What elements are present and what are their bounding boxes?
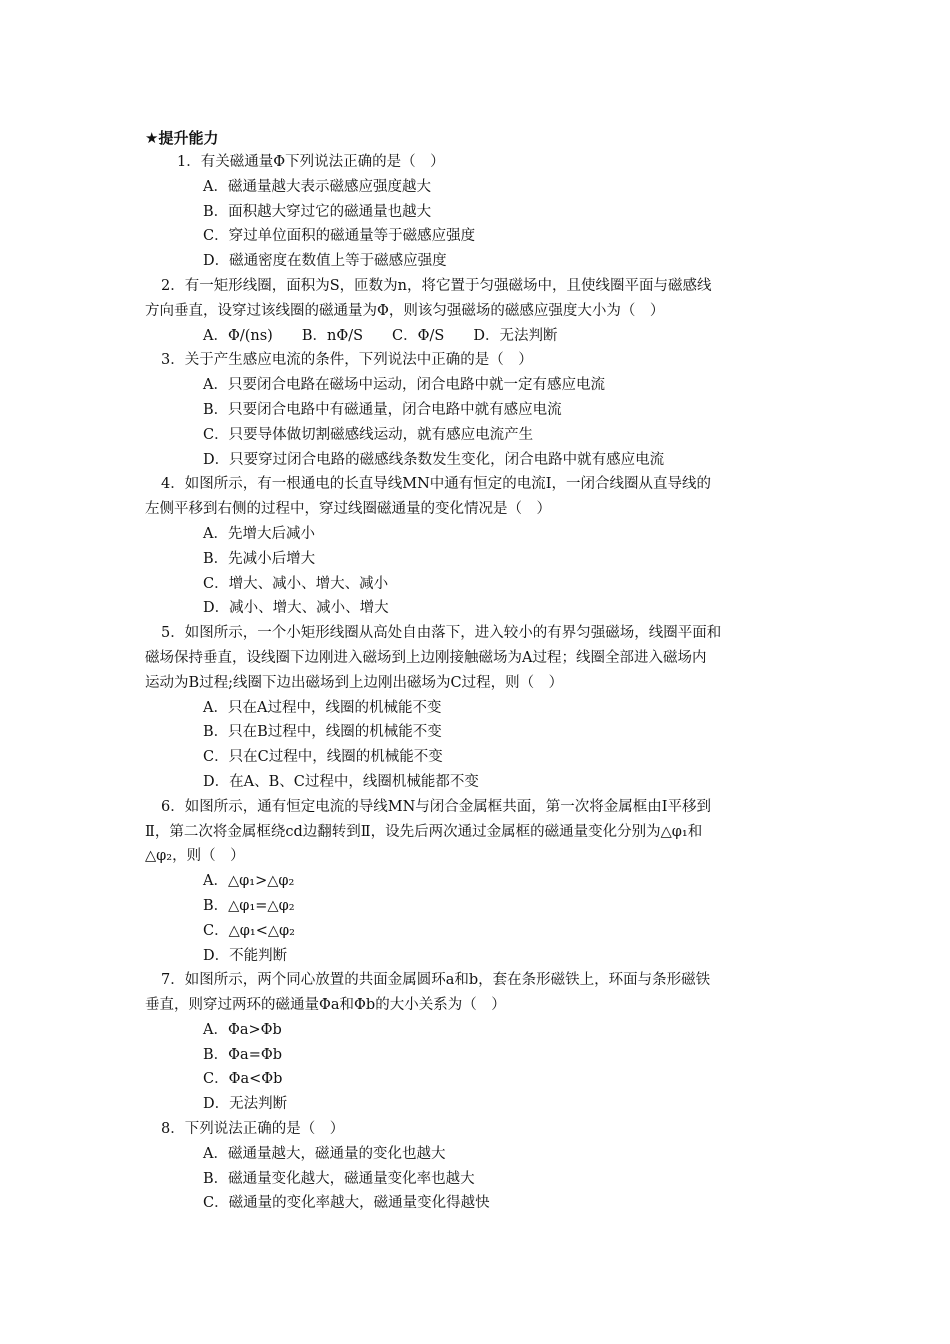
- answer-option: C．△φ₁<△φ₂: [203, 922, 295, 939]
- answer-option: B．△φ₁=△φ₂: [203, 897, 295, 914]
- answer-option: D．减小、增大、减小、增大: [203, 600, 389, 617]
- answer-option: D．只要穿过闭合电路的磁感线条数发生变化，闭合电路中就有感应电流: [203, 451, 665, 468]
- answer-option: D．无法判断: [203, 1096, 288, 1113]
- answer-option: C．穿过单位面积的磁通量等于磁感应强度: [203, 228, 476, 245]
- question-text: 8．下列说法正确的是（ ）: [161, 1121, 345, 1138]
- question-text-continued: Ⅱ，第二次将金属框绕cd边翻转到Ⅱ，设先后两次通过金属框的磁通量变化分别为△φ₁和: [145, 823, 703, 840]
- answer-option: C．增大、减小、增大、减小: [203, 575, 389, 592]
- answer-option: A．Φa>Φb: [203, 1021, 282, 1038]
- question-text: 6．如图所示，通有恒定电流的导线MN与闭合金属框共面，第一次将金属框由Ⅰ平移到: [161, 798, 711, 815]
- answer-option: A．磁通量越大，磁通量的变化也越大: [203, 1145, 446, 1162]
- question-text: 7．如图所示，两个同心放置的共面金属圆环a和b，套在条形磁铁上，环面与条形磁铁: [161, 972, 711, 989]
- answer-option: A．先增大后减小: [203, 525, 315, 542]
- answer-option: B．Φa=Φb: [203, 1046, 283, 1063]
- question-list: [145, 150, 810, 1216]
- document-page: [145, 126, 810, 1216]
- answer-option: B．只在B过程中，线圈的机械能不变: [203, 724, 442, 741]
- answer-option: A．Φ/(ns) B．nΦ/S C．Φ/S D．无法判断: [203, 327, 558, 344]
- answer-option: B．只要闭合电路中有磁通量，闭合电路中就有感应电流: [203, 401, 562, 418]
- answer-option: A．△φ₁>△φ₂: [203, 873, 295, 890]
- answer-option: A．只要闭合电路在磁场中运动，闭合电路中就一定有感应电流: [203, 377, 605, 394]
- question-text: 1．有关磁通量Φ下列说法正确的是（ ）: [177, 154, 445, 170]
- answer-option: D．磁通密度在数值上等于磁感应强度: [203, 253, 447, 270]
- answer-option: A．只在A过程中，线圈的机械能不变: [203, 699, 442, 716]
- answer-option: C．只要导体做切割磁感线运动，就有感应电流产生: [203, 426, 534, 443]
- question-text: 5．如图所示，一个小矩形线圈从高处自由落下，进入较小的有界匀强磁场，线圈平面和: [161, 625, 722, 642]
- answer-option: D．不能判断: [203, 947, 288, 964]
- answer-option: B．先减小后增大: [203, 550, 316, 567]
- answer-option: C．只在C过程中，线圈的机械能不变: [203, 749, 443, 766]
- answer-option: B．面积越大穿过它的磁通量也越大: [203, 203, 432, 220]
- question-text: 3．关于产生感应电流的条件，下列说法中正确的是（ ）: [161, 352, 533, 369]
- question-text-continued: 左侧平移到右侧的过程中，穿过线圈磁通量的变化情况是（ ）: [145, 501, 551, 518]
- question-text-continued: 磁场保持垂直，设线圈下边刚进入磁场到上边刚接触磁场为A过程；线圈全部进入磁场内: [145, 649, 707, 666]
- answer-option: C．磁通量的变化率越大，磁通量变化得越快: [203, 1195, 490, 1212]
- question-text: 4．如图所示，有一根通电的长直导线MN中通有恒定的电流I，一闭合线圈从直导线的: [161, 476, 711, 493]
- question-text-continued: 运动为B过程;线圈下边出磁场到上边刚出磁场为C过程，则（ ）: [145, 674, 564, 691]
- question-text-continued: 方向垂直，设穿过该线圈的磁通量为Φ，则该匀强磁场的磁感应强度大小为（ ）: [145, 302, 665, 319]
- question-text-continued: 垂直，则穿过两环的磁通量Φa和Φb的大小关系为（ ）: [145, 997, 506, 1014]
- answer-option: B．磁通量变化越大，磁通量变化率也越大: [203, 1170, 475, 1187]
- section-title: ★提升能力: [145, 129, 219, 147]
- question-text-continued: △φ₂，则（ ）: [145, 848, 245, 865]
- answer-option: D．在A、B、C过程中，线圈机械能都不变: [203, 773, 479, 790]
- question-text: 2．有一矩形线圈，面积为S，匝数为n，将它置于匀强磁场中，且使线圈平面与磁感线: [161, 277, 712, 294]
- answer-option: C．Φa<Φb: [203, 1071, 283, 1088]
- answer-option: A．磁通量越大表示磁感应强度越大: [203, 178, 431, 195]
